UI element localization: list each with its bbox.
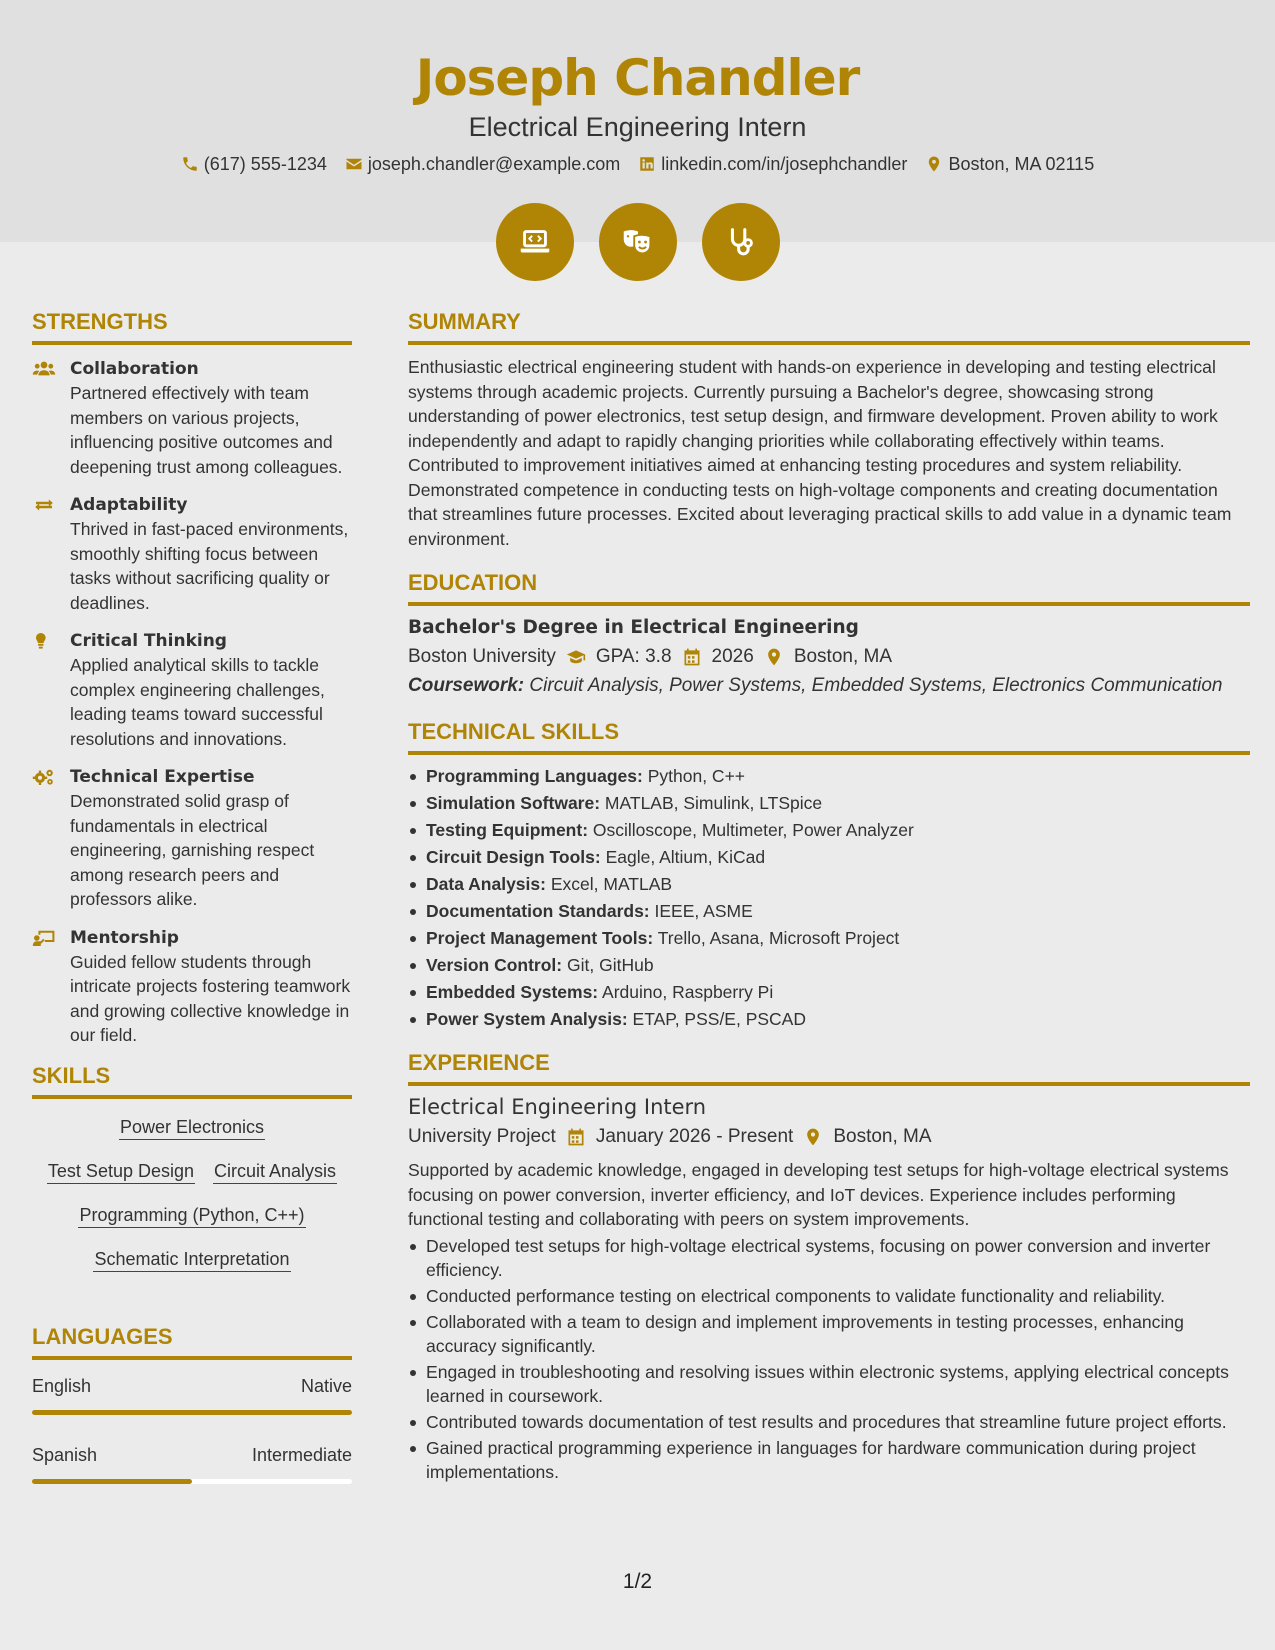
strength-title: Critical Thinking [70, 631, 227, 651]
right-column [408, 308, 1250, 1486]
skill-tag: Power Electronics [119, 1115, 265, 1140]
experience-location: Boston, MA [833, 1126, 932, 1147]
left-column [32, 308, 352, 1512]
language-item [32, 1443, 352, 1484]
candidate-name: Joseph Chandler [415, 49, 860, 107]
languages-heading: LANGUAGES [32, 1323, 352, 1360]
strength-desc: Guided fellow students through intricate projects fostering teamwork and growing collective knowledge in our field. [70, 951, 351, 1045]
list-item: Developed test setups for high-voltage electrical systems, focusing on power conversion and inverter efficiency. [408, 1234, 1250, 1282]
list-item: Data Analysis: Excel, MATLAB [408, 871, 1250, 898]
map-marker-icon [803, 1127, 823, 1147]
technical-skills-list [408, 763, 1250, 1033]
list-item: Project Management Tools: Trello, Asana, Microsoft Project [408, 925, 1250, 952]
list-item: Simulation Software: MATLAB, Simulink, LTSpice [408, 790, 1250, 817]
phone-icon [181, 155, 199, 173]
linkedin-icon [638, 155, 656, 173]
page-number: 1/2 [622, 1570, 653, 1593]
skill-tag: Circuit Analysis [213, 1159, 337, 1184]
strength-title: Mentorship [70, 927, 179, 948]
experience-heading: EXPERIENCE [408, 1049, 1250, 1086]
chalkboard-teacher-icon [32, 928, 56, 948]
theater-masks-icon [599, 203, 677, 281]
list-item: Testing Equipment: Oscilloscope, Multimeter, Power Analyzer [408, 817, 1250, 844]
experience-desc: Supported by academic knowledge, engaged in developing test setups for high-voltage electrical systems focusing on power conversion, inverter efficiency, and IoT devices. Experience includes performing functional testing and collaborating with peers on system improvements. [408, 1160, 1229, 1229]
job-title: Electrical Engineering Intern [468, 112, 807, 142]
list-item: Engaged in troubleshooting and resolving issues within electronic systems, applying electrical concepts learned in coursework. [408, 1360, 1250, 1408]
language-bar [32, 1410, 352, 1415]
map-marker-icon [925, 155, 943, 173]
technical-skills-heading: TECHNICAL SKILLS [408, 718, 1250, 755]
language-level: Native [300, 1375, 352, 1396]
list-item: Gained practical programming experience in languages for hardware communication during project implementations. [408, 1436, 1250, 1484]
strength-desc: Demonstrated solid grasp of fundamentals in electrical engineering, garnishing respect among research peers and professors alike. [70, 791, 315, 909]
calendar-icon [682, 647, 702, 667]
skills-tags [32, 1111, 352, 1301]
users-icon [32, 359, 56, 379]
strength-item [32, 629, 352, 751]
contact-linkedin[interactable] [638, 152, 907, 176]
stethoscope-icon [702, 203, 780, 281]
linkedin-text: linkedin.com/in/josephchandler [661, 154, 908, 174]
language-level: Intermediate [251, 1444, 352, 1465]
experience-meta [408, 1122, 1250, 1152]
strengths-list [32, 357, 352, 1048]
email-text: joseph.chandler@example.com [367, 154, 621, 174]
list-item: Documentation Standards: IEEE, ASME [408, 898, 1250, 925]
contact-email[interactable] [345, 152, 620, 176]
strength-desc: Applied analytical skills to tackle complex engineering challenges, leading teams toward successful resolutions and innovations. [70, 655, 325, 749]
strength-item [32, 926, 352, 1048]
graduation-cap-icon [566, 647, 586, 667]
education-year: 2026 [711, 646, 754, 667]
education-school: Boston University [408, 646, 556, 667]
interest-icons [0, 203, 1275, 281]
language-name: Spanish [32, 1444, 98, 1465]
education-location: Boston, MA [793, 646, 893, 667]
skill-tag: Programming (Python, C++) [78, 1203, 305, 1228]
list-item: Version Control: Git, GitHub [408, 952, 1250, 979]
experience-title: Electrical Engineering Intern [408, 1095, 707, 1119]
lightbulb-icon [32, 631, 56, 651]
language-bar [32, 1479, 352, 1484]
skills-heading: SKILLS [32, 1062, 352, 1099]
calendar-icon [566, 1127, 586, 1147]
language-item [32, 1374, 352, 1415]
strength-item [32, 765, 352, 912]
laptop-code-icon [496, 203, 574, 281]
coursework-list: Circuit Analysis, Power Systems, Embedded Systems, Electronics Communication [529, 675, 1223, 696]
envelope-icon [345, 155, 363, 173]
contact-bar [0, 152, 1275, 176]
education-heading: EDUCATION [408, 569, 1250, 606]
list-item: Contributed towards documentation of test results and procedures that streamline future project efforts. [408, 1410, 1250, 1434]
coursework-label: Coursework: [408, 675, 525, 696]
strength-item [32, 357, 352, 479]
list-item: Circuit Design Tools: Eagle, Altium, KiCad [408, 844, 1250, 871]
strength-title: Collaboration [70, 359, 199, 379]
skill-tag: Test Setup Design [47, 1159, 195, 1184]
language-name: English [32, 1375, 92, 1396]
list-item: Embedded Systems: Arduino, Raspberry Pi [408, 979, 1250, 1006]
list-item: Programming Languages: Python, C++ [408, 763, 1250, 790]
experience-dates: January 2026 - Present [595, 1126, 794, 1147]
list-item: Collaborated with a team to design and implement improvements in testing processes, enhancing accuracy significantly. [408, 1310, 1250, 1358]
experience-org: University Project [408, 1126, 556, 1147]
phone-text: (617) 555-1234 [203, 154, 327, 174]
summary-heading: SUMMARY [408, 308, 1250, 345]
strength-item [32, 493, 352, 615]
skill-tag: Schematic Interpretation [93, 1247, 290, 1272]
map-marker-icon [764, 647, 784, 667]
coursework [408, 674, 1250, 698]
location-text: Boston, MA 02115 [948, 154, 1095, 174]
strengths-heading: STRENGTHS [32, 308, 352, 345]
list-item: Power System Analysis: ETAP, PSS/E, PSCAD [408, 1006, 1250, 1033]
education-meta [408, 642, 1250, 672]
education-gpa: GPA: 3.8 [595, 646, 672, 667]
cogs-icon [32, 767, 56, 787]
strength-desc: Thrived in fast-paced environments, smoothly shifting focus between tasks without sacrificing quality or deadlines. [70, 519, 349, 613]
education-degree: Bachelor's Degree in Electrical Engineering [408, 617, 859, 638]
strength-title: Adaptability [70, 495, 188, 515]
language-bar-fill [32, 1410, 352, 1415]
contact-phone[interactable] [181, 152, 327, 176]
strength-desc: Partnered effectively with team members on various projects, influencing positive outcomes and deepening trust among colleagues. [70, 383, 343, 477]
exchange-icon [32, 495, 56, 515]
contact-location [925, 152, 1094, 176]
summary-text: Enthusiastic electrical engineering student with hands-on experience in developing and testing electrical systems through academic projects. Currently pursuing a Bachelor's degree, showcasing strong understanding of power electronics, test setup design, and firmware development. Proven ability to work independently and adapt to rapidly changing priorities while collaborating effectively within teams. Contributed to improvement initiatives aimed at enhancing testing procedures and system reliability. Demonstrated competence in conducting tests on high-voltage components and creating documentation that streamlines future processes. Excited about leveraging practical skills to add value in a dynamic team environment. [408, 357, 1232, 549]
experience-bullets [408, 1234, 1250, 1484]
strength-title: Technical Expertise [70, 767, 255, 787]
language-bar-fill [32, 1479, 192, 1484]
list-item: Conducted performance testing on electrical components to validate functionality and reliability. [408, 1284, 1250, 1308]
